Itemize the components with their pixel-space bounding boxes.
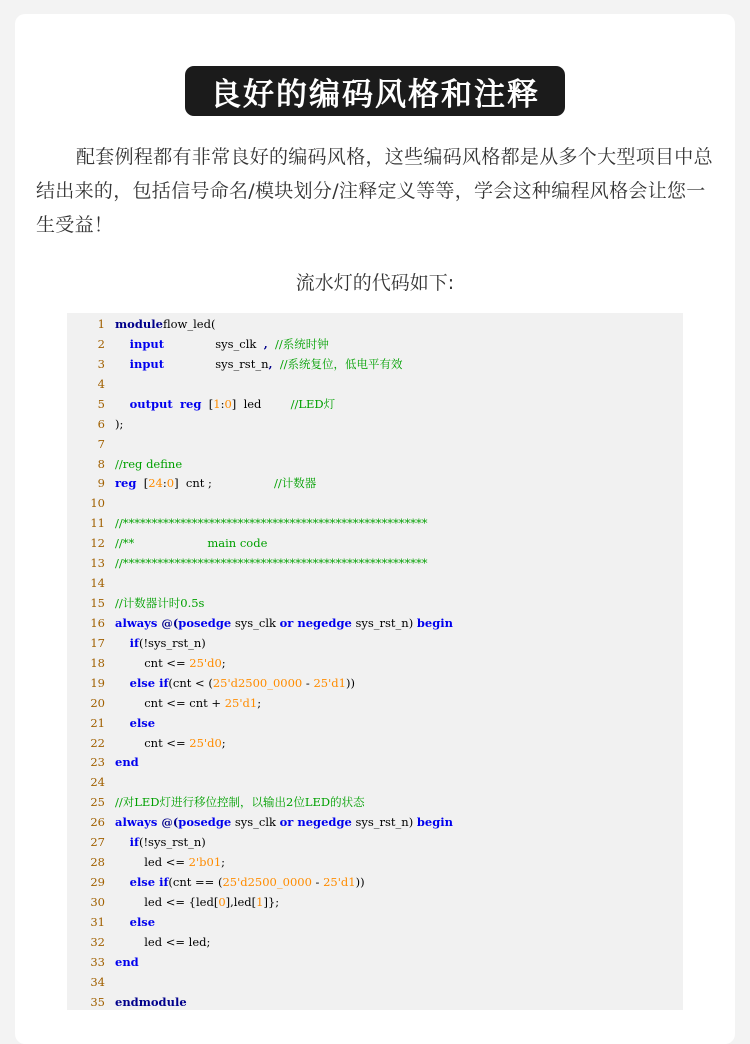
line-number: 29: [90, 875, 105, 890]
code-caption: 流水灯的代码如下:: [295, 272, 455, 294]
line-number: 25: [90, 795, 105, 810]
code-token: [173, 397, 180, 411]
code-line: [67, 415, 683, 434]
code-token: sys_clk: [231, 615, 280, 630]
code-token: [268, 337, 275, 351]
code-text: [115, 853, 225, 872]
code-token: begin: [416, 615, 453, 630]
line-number: 3: [97, 356, 105, 371]
code-token: posedge: [178, 815, 232, 830]
code-text: [115, 953, 139, 972]
code-token: sys_rst_n: [164, 356, 269, 371]
line-number: 11: [90, 516, 105, 531]
code-line: [67, 993, 683, 1012]
line-number: 34: [90, 974, 105, 989]
code-token: sys_clk: [231, 815, 280, 830]
code-text: [115, 833, 206, 852]
code-line: [67, 654, 683, 673]
code-line: [67, 813, 683, 832]
code-token: 2'b01: [188, 855, 222, 870]
code-line: [67, 714, 683, 733]
code-line: [67, 853, 683, 872]
code-line: [67, 335, 683, 354]
code-token: 25'd2500_0000: [222, 875, 312, 890]
line-number: 9: [97, 476, 105, 491]
code-token: 0: [224, 396, 232, 411]
code-text: [115, 534, 267, 553]
code-token: [115, 337, 130, 351]
line-number: 26: [90, 815, 105, 830]
code-text: [115, 753, 139, 772]
code-token: else if: [129, 675, 169, 690]
code-token: flow_led(: [162, 317, 216, 331]
code-token: //** main code: [115, 536, 268, 551]
code-text: [115, 315, 215, 334]
code-token: )): [345, 675, 355, 690]
code-token: :: [220, 396, 225, 411]
code-text: [115, 594, 204, 613]
code-text: [115, 793, 365, 812]
code-token: or: [279, 815, 294, 830]
code-token: input: [129, 336, 165, 351]
code-token: -: [302, 675, 314, 690]
line-number: 13: [90, 556, 105, 571]
code-token: //reg define: [115, 456, 183, 471]
code-text: [115, 893, 279, 912]
code-line: [67, 933, 683, 952]
line-number: 4: [97, 376, 105, 391]
code-token: else: [129, 715, 156, 730]
code-text: [115, 634, 206, 653]
code-token: //系统复位，低电平有效: [279, 356, 403, 371]
line-number: 30: [90, 894, 105, 909]
code-line: [67, 594, 683, 613]
code-token: //LED灯: [290, 396, 336, 411]
code-text: [115, 654, 226, 673]
code-token: sys_rst_n): [351, 615, 417, 630]
code-token: [: [136, 476, 149, 491]
code-line: [67, 534, 683, 553]
code-text: [115, 415, 123, 434]
code-token: //计数器计时0.5s: [115, 596, 205, 611]
code-token: )): [355, 875, 365, 890]
code-line: [67, 514, 683, 533]
code-token: sys_clk: [164, 336, 264, 351]
line-number: 12: [90, 536, 105, 551]
code-token: (cnt == (: [168, 875, 223, 890]
code-token: ,: [268, 356, 273, 371]
code-text: [115, 694, 261, 713]
code-token: led <= {led[: [115, 894, 219, 909]
line-number: 24: [90, 775, 105, 790]
code-token: [115, 835, 130, 849]
code-token: end: [115, 954, 139, 969]
code-token: (!sys_rst_n): [138, 835, 206, 850]
code-text: [115, 993, 187, 1012]
code-token: if: [129, 635, 139, 650]
code-token: ;: [257, 695, 262, 710]
code-line: [67, 773, 683, 792]
code-line: [67, 734, 683, 753]
line-number: 31: [90, 914, 105, 929]
line-number: 17: [90, 635, 105, 650]
code-line: [67, 474, 683, 493]
code-token: [115, 636, 130, 650]
code-text: [115, 355, 403, 374]
code-token: 25'd0: [189, 735, 222, 750]
line-number: 7: [97, 436, 105, 451]
code-token: ]};: [263, 894, 280, 909]
line-number: 28: [90, 855, 105, 870]
code-token: ] led: [231, 396, 291, 411]
code-token: [115, 716, 130, 730]
code-text: [115, 933, 210, 952]
code-line: [67, 554, 683, 573]
code-token: //计数器: [274, 476, 317, 491]
code-text: [115, 455, 182, 474]
code-token: :: [162, 476, 167, 491]
code-token: cnt <= cnt +: [115, 695, 225, 710]
code-token: led <= led;: [115, 934, 211, 949]
code-text: [115, 734, 226, 753]
code-line: [67, 893, 683, 912]
code-token: );: [115, 416, 124, 431]
code-line: [67, 494, 683, 513]
code-token: (!sys_rst_n): [138, 635, 206, 650]
code-text: [115, 614, 453, 633]
code-token: endmodule: [115, 994, 187, 1009]
code-token: negedge: [293, 615, 352, 630]
code-token: [: [201, 396, 214, 411]
code-token: [115, 357, 130, 371]
code-token: [115, 875, 130, 889]
code-token: //系统时钟: [275, 336, 329, 351]
code-line: [67, 614, 683, 633]
line-number: 5: [97, 396, 105, 411]
code-token: reg: [180, 396, 202, 411]
code-text: [115, 913, 155, 932]
code-token: 1: [256, 894, 264, 909]
code-token: sys_rst_n): [351, 815, 417, 830]
line-number: 14: [90, 576, 105, 591]
code-line: [67, 793, 683, 812]
code-token: //对LED灯进行移位控制，以输出2位LED的状态: [115, 795, 365, 810]
code-token: ;: [221, 735, 226, 750]
code-token: led <=: [115, 855, 189, 870]
code-token: ] cnt ;: [174, 476, 275, 491]
code-token: reg: [115, 476, 137, 491]
code-line: [67, 953, 683, 972]
code-token: 25'd1: [323, 875, 356, 890]
code-token: input: [129, 356, 165, 371]
code-line: [67, 973, 683, 992]
intro-paragraph: 配套例程都有非常良好的编码风格，这些编码风格都是从多个大型项目中总结出来的，包括信号命名/模块划分/注释定义等等，学会这种编程风格会让您一生受益！: [36, 146, 713, 236]
code-line: [67, 574, 683, 593]
code-line: [67, 873, 683, 892]
code-token: 25'd2500_0000: [212, 675, 303, 690]
section-title: 良好的编码风格和注释: [185, 66, 565, 116]
line-number: 20: [90, 695, 105, 710]
code-token: //*****************************************************: [115, 556, 428, 571]
code-token: output: [129, 396, 173, 411]
line-number: 1: [97, 317, 105, 331]
code-text: [115, 335, 329, 354]
code-token: (cnt < (: [168, 675, 213, 690]
code-line: [67, 694, 683, 713]
code-token: cnt <=: [115, 655, 190, 670]
code-token: 1: [213, 396, 221, 411]
code-text: [115, 474, 316, 493]
code-token: [273, 357, 280, 371]
code-text: [115, 714, 155, 733]
code-line: [67, 913, 683, 932]
code-line: [67, 435, 683, 454]
line-number: 10: [90, 496, 105, 511]
code-token: or: [279, 615, 294, 630]
line-number: 8: [97, 456, 105, 471]
line-number: 2: [97, 336, 105, 351]
code-token: begin: [416, 815, 453, 830]
code-token: else: [129, 914, 156, 929]
code-token: 25'd0: [189, 655, 222, 670]
code-line: [67, 634, 683, 653]
code-token: 25'd1: [224, 695, 258, 710]
code-token: ;: [221, 655, 226, 670]
code-token: -: [311, 875, 324, 890]
code-token: 0: [166, 476, 175, 491]
line-number: 6: [97, 416, 105, 431]
code-token: 24: [148, 476, 163, 491]
code-token: else if: [129, 875, 169, 890]
code-token: cnt <=: [115, 735, 190, 750]
code-line: [67, 833, 683, 852]
code-line: [67, 674, 683, 693]
code-token: module: [115, 317, 163, 331]
code-line: [67, 355, 683, 374]
code-token: if: [129, 835, 139, 850]
code-text: [115, 873, 365, 892]
code-token: [115, 915, 130, 929]
code-line: [67, 395, 683, 414]
line-number: 32: [90, 934, 105, 949]
line-number: 22: [90, 735, 105, 750]
code-line: [67, 753, 683, 772]
code-token: //*****************************************************: [115, 516, 428, 531]
code-token: negedge: [293, 815, 352, 830]
code-line: [67, 315, 683, 334]
code-text: [115, 514, 428, 533]
code-token: ;: [221, 855, 226, 870]
line-number: 19: [90, 675, 105, 690]
code-text: [115, 813, 453, 832]
line-number: 15: [90, 596, 105, 611]
code-token: ],led[: [225, 894, 257, 909]
line-number: 27: [90, 835, 105, 850]
line-number: 21: [90, 715, 105, 730]
code-token: @(: [157, 615, 179, 630]
code-token: ,: [263, 336, 268, 351]
code-token: @(: [157, 815, 179, 830]
code-text: [115, 674, 355, 693]
line-number: 18: [90, 655, 105, 670]
code-text: [115, 554, 428, 573]
line-number: 23: [90, 755, 105, 770]
line-number: 16: [90, 615, 105, 630]
code-token: 0: [218, 894, 226, 909]
code-token: posedge: [178, 615, 232, 630]
code-token: 25'd1: [313, 675, 346, 690]
code-token: always: [115, 815, 158, 830]
line-number: 35: [90, 994, 105, 1009]
code-token: [115, 397, 130, 411]
code-line: [67, 375, 683, 394]
code-token: [115, 676, 130, 690]
code-token: always: [115, 615, 158, 630]
code-line: [67, 455, 683, 474]
code-block: [67, 313, 683, 1010]
code-token: end: [115, 755, 139, 770]
line-number: 33: [90, 954, 105, 969]
code-text: [115, 395, 335, 414]
